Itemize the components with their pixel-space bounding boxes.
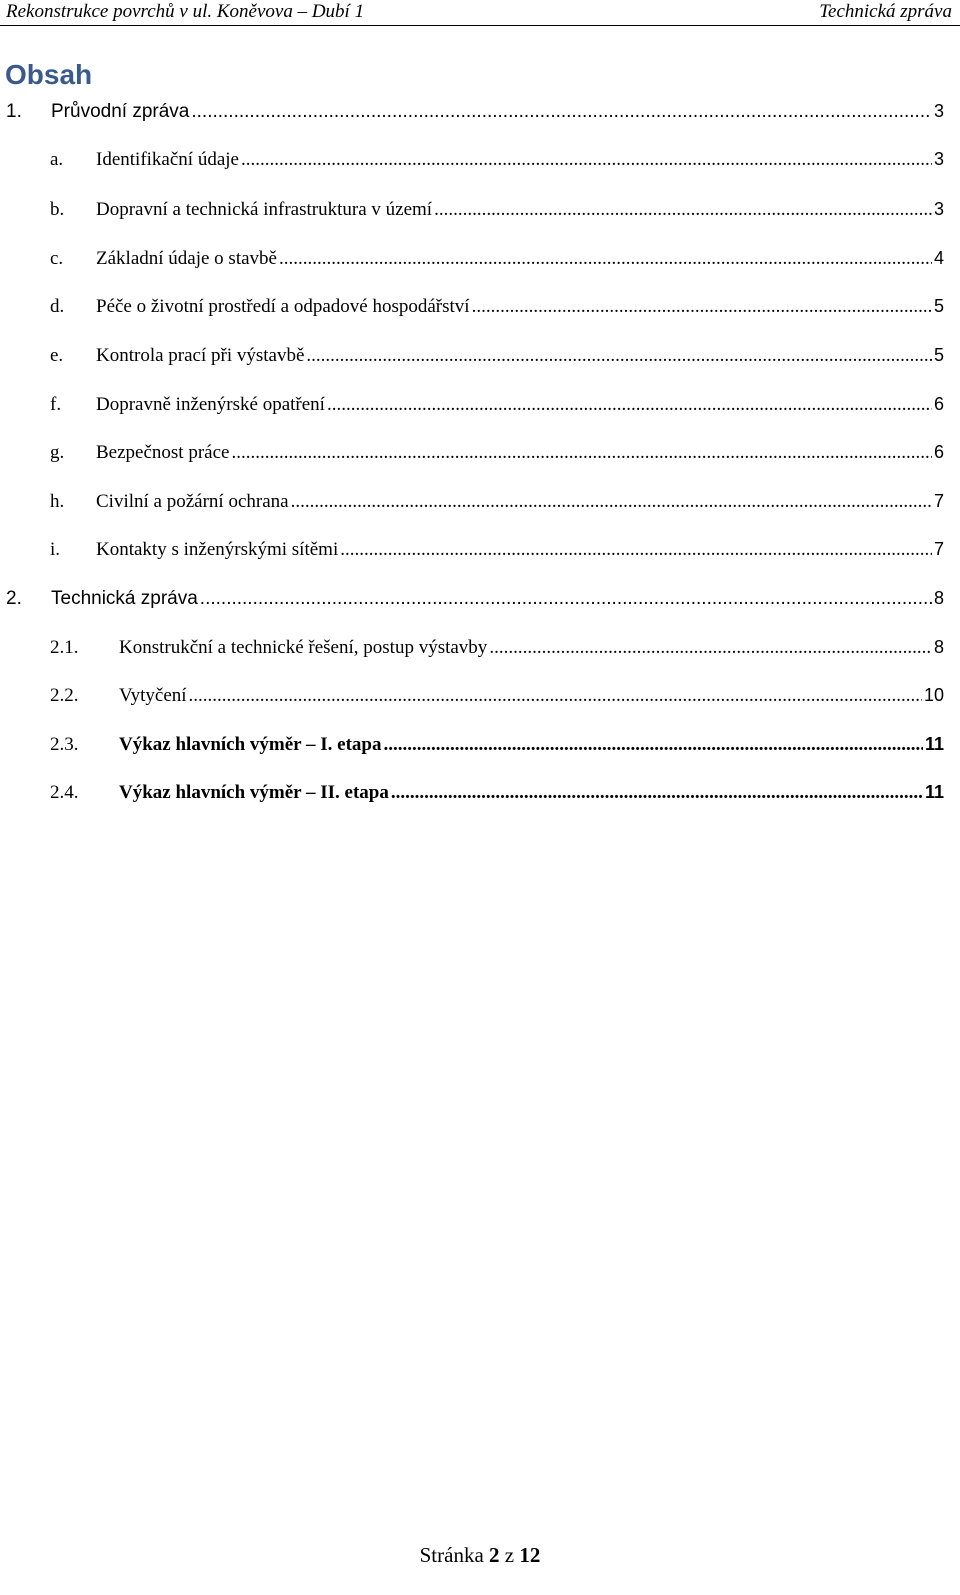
toc-dot-leader — [327, 390, 932, 419]
page-footer — [0, 1540, 960, 1570]
toc-entry-number: g. — [50, 442, 65, 463]
toc-entry-number: 2.2. — [50, 685, 79, 706]
toc-entry-label: Kontrola prací při výstavbě — [96, 345, 305, 366]
toc-entry-page: 10 — [923, 685, 944, 705]
toc-entry-number: h. — [50, 491, 65, 512]
toc-entry-1g[interactable] — [50, 437, 944, 467]
toc-entry-label: Kontakty s inženýrskými sítěmi — [96, 539, 339, 560]
toc-entry-1e[interactable] — [50, 340, 944, 370]
toc-dot-leader — [391, 778, 923, 807]
toc-entry-label: Technická zpráva — [51, 588, 198, 609]
toc-entry-number: 2.3. — [50, 734, 79, 755]
toc-entry-page: 5 — [933, 345, 944, 365]
toc-entry-label: Identifikační údaje — [96, 149, 239, 170]
footer-current-page: 2 — [489, 1543, 500, 1567]
toc-entry-page: 8 — [933, 637, 944, 657]
toc-dot-leader — [200, 584, 932, 613]
header-section-title: Technická zpráva — [819, 1, 952, 22]
toc-entry-page: 8 — [933, 588, 944, 608]
toc-entry-2-1[interactable] — [50, 632, 944, 662]
toc-entry-2-4[interactable] — [50, 777, 944, 807]
toc-entry-page: 5 — [933, 296, 944, 316]
toc-dot-leader — [189, 681, 922, 710]
toc-entry-label: Průvodní zpráva — [51, 101, 190, 122]
toc-entry-number: e. — [50, 345, 64, 366]
toc-entry-number: 1. — [6, 101, 22, 122]
toc-dot-leader — [241, 145, 932, 174]
toc-entry-label: Péče o životní prostředí a odpadové hospodářství — [96, 296, 470, 317]
toc-dot-leader — [231, 438, 932, 467]
toc-entry-number: 2. — [6, 588, 22, 609]
toc-dot-leader — [489, 633, 932, 662]
toc-entry-page: 11 — [924, 782, 944, 802]
toc-dot-leader — [279, 244, 932, 273]
toc-dot-leader — [340, 535, 932, 564]
toc-entry-number: c. — [50, 248, 64, 269]
toc-entry-1[interactable] — [6, 96, 944, 126]
toc-dot-leader — [306, 341, 932, 370]
toc-entry-2-2[interactable] — [50, 680, 944, 710]
toc-entry-number: d. — [50, 296, 65, 317]
toc-entry-page: 3 — [933, 101, 944, 121]
toc-entry-page: 4 — [933, 248, 944, 268]
toc-entry-number: b. — [50, 199, 65, 220]
toc-entry-1i[interactable] — [50, 534, 944, 564]
toc-entry-label: Dopravně inženýrské opatření — [96, 394, 325, 415]
toc-dot-leader — [472, 292, 932, 321]
toc-entry-label: Civilní a požární ochrana — [96, 491, 289, 512]
toc-entry-number: 2.4. — [50, 782, 79, 803]
toc-entry-number: f. — [50, 394, 62, 415]
toc-dot-leader — [383, 730, 922, 759]
toc-entry-1a[interactable] — [50, 144, 944, 174]
toc-entry-label: Konstrukční a technické řešení, postup výstavby — [119, 637, 488, 658]
toc-entry-1b[interactable] — [50, 194, 944, 224]
toc-entry-page: 7 — [933, 539, 944, 559]
toc-entry-label: Výkaz hlavních výměr – II. etapa — [119, 782, 389, 803]
toc-dot-leader — [191, 97, 932, 126]
toc-entry-number: a. — [50, 149, 64, 170]
toc-entry-number: i. — [50, 539, 61, 560]
toc-entry-2-3[interactable] — [50, 729, 944, 759]
toc-entry-label: Výkaz hlavních výměr – I. etapa — [119, 734, 382, 755]
toc-entry-number: 2.1. — [50, 637, 79, 658]
toc-entry-label: Základní údaje o stavbě — [96, 248, 277, 269]
toc-entry-label: Vytyčení — [119, 685, 187, 706]
footer-page-of: z — [504, 1543, 515, 1567]
toc-entry-page: 3 — [933, 149, 944, 169]
header-document-title: Rekonstrukce povrchů v ul. Koněvova – Dubí 1 — [6, 1, 365, 22]
toc-dot-leader — [434, 195, 932, 224]
footer-page-prefix: Stránka — [419, 1543, 484, 1567]
toc-entry-page: 6 — [933, 394, 944, 414]
toc-entry-label: Dopravní a technická infrastruktura v území — [96, 199, 433, 220]
toc-entry-1c[interactable] — [50, 243, 944, 273]
toc-entry-1f[interactable] — [50, 389, 944, 419]
toc-entry-page: 7 — [933, 491, 944, 511]
toc-dot-leader — [291, 487, 932, 516]
toc-entry-page: 3 — [933, 199, 944, 219]
toc-entry-1d[interactable] — [50, 291, 944, 321]
toc-entry-page: 6 — [933, 442, 944, 462]
toc-entry-label: Bezpečnost práce — [96, 442, 230, 463]
toc-entry-1h[interactable] — [50, 486, 944, 516]
toc-title: Obsah — [5, 59, 93, 90]
footer-total-pages: 12 — [519, 1543, 541, 1567]
toc-entry-page: 11 — [924, 734, 944, 754]
toc-entry-2[interactable] — [6, 583, 944, 613]
